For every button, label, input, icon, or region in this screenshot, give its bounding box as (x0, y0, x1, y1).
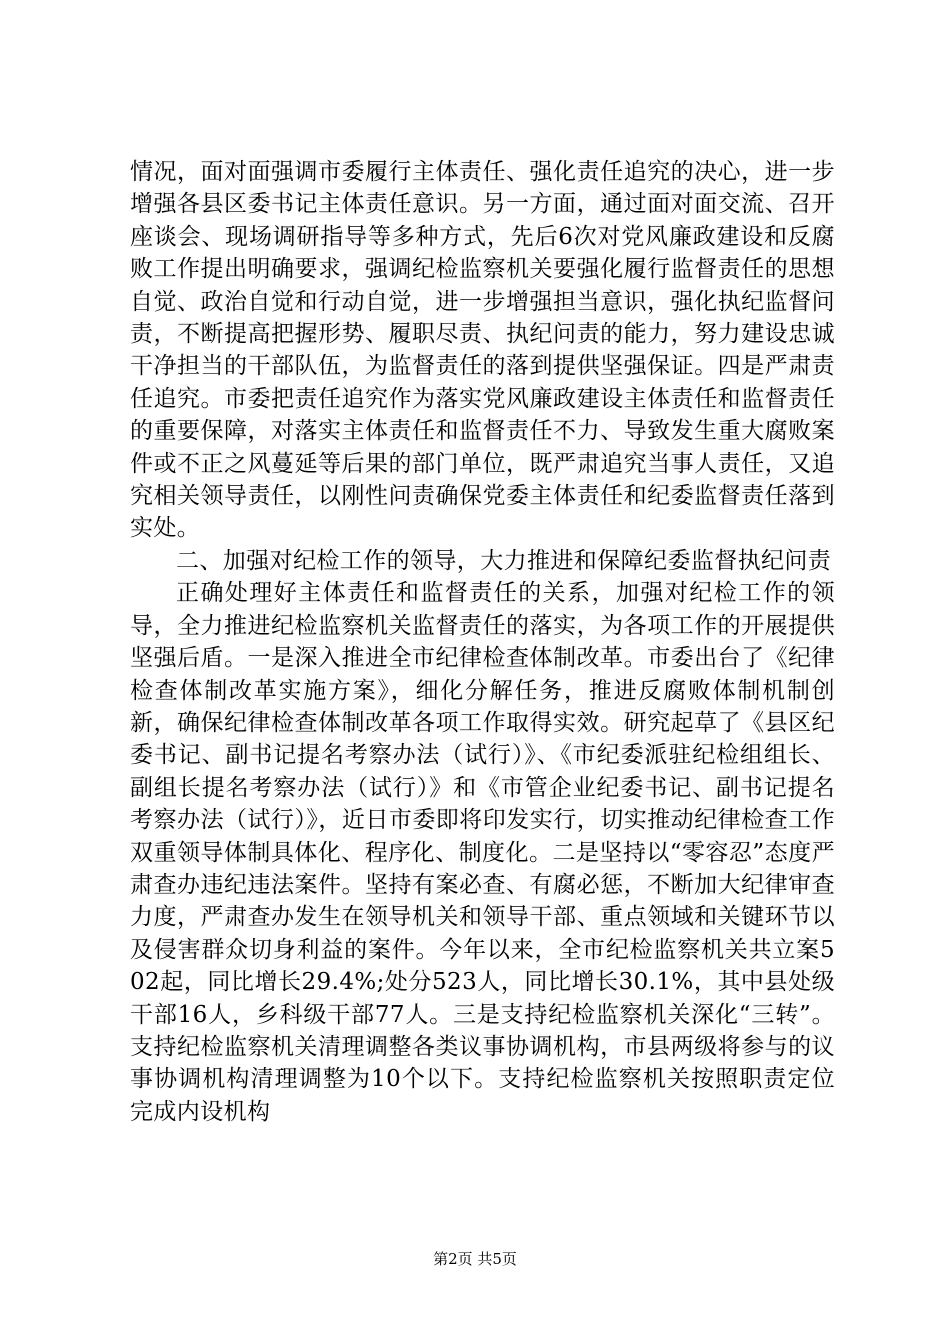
page-number-footer: 第2页 共5页 (433, 1250, 517, 1268)
paragraph-continuation: 情况，面对面强调市委履行主体责任、强化责任追究的决心，进一步增强各县区委书记主体责任意识。另一方面，通过面对面交流、召开座谈会、现场调研指导等多种方式，先后6次对党风廉政建设和反腐败工作提出明确要求，强调纪检监察机关要强化履行监督责任的思想自觉、政治自觉和行动自觉，进一步增强担当意识，强化执纪监督问责，不断提高把握形势、履职尽责、执纪问责的能力，努力建设忠诚干净担当的干部队伍，为监督责任的落到提供坚强保证。四是严肃责任追究。市委把责任追究作为落实党风廉政建设主体责任和监督责任的重要保障，对落实主体责任和监督责任不力、导致发生重大腐败案件或不正之风蔓延等后果的部门单位，既严肃追究当事人责任，又追究相关领导责任，以刚性问责确保党委主体责任和纪委监督责任落到实处。 (130, 159, 835, 542)
paragraph-body: 正确处理好主体责任和监督责任的关系，加强对纪检工作的领导，全力推进纪检监察机关监督责任的落实，为各项工作的开展提供坚强后盾。一是深入推进全市纪律检查体制改革。市委出台了《纪律检查体制改革实施方案》，细化分解任务，推进反腐败体制机制创新，确保纪律检查体制改革各项工作取得实效。研究起草了《县区纪委书记、副书记提名考察办法（试行）》、《市纪委派驻纪检组组长、副组长提名考察办法（试行）》和《市管企业纪委书记、副书记提名考察办法（试行）》，近日市委即将印发实行，切实推动纪律检查工作双重领导体制具体化、程序化、制度化。二是坚持以“零容忍”态度严肃查办违纪违法案件。坚持有案必查、有腐必惩，不断加大纪律审查力度，严肃查办发生在领导机关和领导干部、重点领域和关键环节以及侵害群众切身利益的案件。今年以来，全市纪检监察机关共立案502起，同比增长29.4%;处分523人，同比增长30.1%，其中县处级干部16人，乡科级干部77人。三是支持纪检监察机关深化“三转”。支持纪检监察机关清理调整各类议事协调机构，市县两级将参与的议事协调机构清理调整为10个以下。支持纪检监察机关按照职责定位完成内设机构 (130, 580, 835, 1125)
section-heading: 二、加强对纪检工作的领导，大力推进和保障纪委监督执纪问责 (176, 547, 832, 574)
document-body (130, 156, 835, 1128)
